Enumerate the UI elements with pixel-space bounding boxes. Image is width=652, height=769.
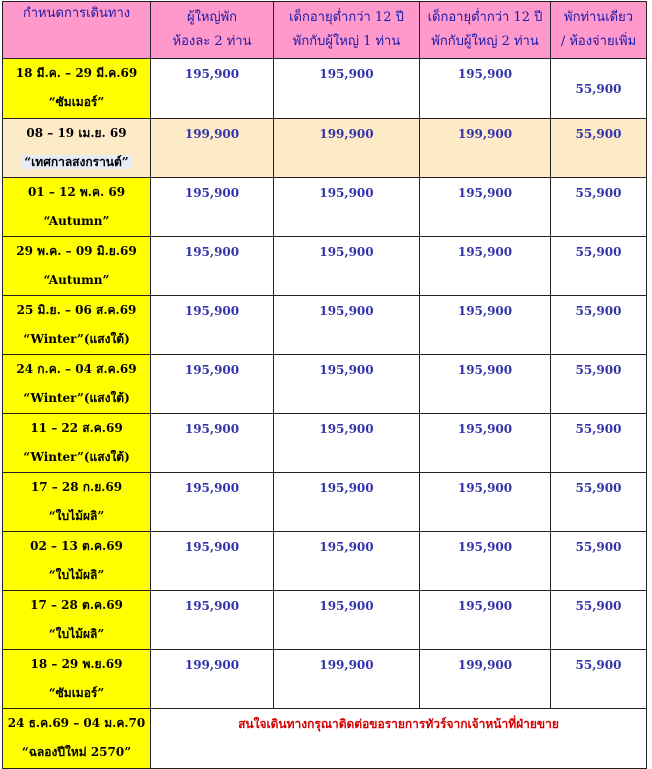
table-row-contact bbox=[3, 709, 647, 769]
single-supplement-price: 55,900 bbox=[551, 650, 647, 709]
travel-date-cell: 24 ธ.ค.69 – 04 ม.ค.70 “ฉลองปีใหม่ 2570” bbox=[3, 709, 151, 769]
adult-price: 195,900 bbox=[151, 414, 274, 473]
price-table-container bbox=[2, 1, 647, 769]
child-two-adults-price: 195,900 bbox=[420, 178, 551, 237]
child-two-adults-price: 199,900 bbox=[420, 119, 551, 178]
travel-date-cell: 02 – 13 ต.ค.69 “ใบไม้ผลิ” bbox=[3, 532, 151, 591]
child-two-adults-price: 195,900 bbox=[420, 355, 551, 414]
table-row bbox=[3, 473, 647, 532]
travel-date-cell: 17 – 28 ก.ย.69 “ใบไม้ผลิ” bbox=[3, 473, 151, 532]
table-row bbox=[3, 355, 647, 414]
adult-price: 199,900 bbox=[151, 119, 274, 178]
child-two-adults-price: 195,900 bbox=[420, 237, 551, 296]
child-one-adult-price: 199,900 bbox=[274, 650, 420, 709]
header-child-with-one-adult: เด็กอายุต่ำกว่า 12 ปี พักกับผู้ใหญ่ 1 ท่าน bbox=[274, 2, 420, 59]
single-supplement-price: 55,900 bbox=[551, 355, 647, 414]
header-single-supplement: พักท่านเดียว / ห้องจ่ายเพิ่ม bbox=[551, 2, 647, 59]
child-two-adults-price: 195,900 bbox=[420, 296, 551, 355]
travel-date-cell: 29 พ.ค. – 09 มิ.ย.69 “Autumn” bbox=[3, 237, 151, 296]
single-supplement-price: 55,900 bbox=[551, 119, 647, 178]
child-one-adult-price: 195,900 bbox=[274, 355, 420, 414]
table-row bbox=[3, 59, 647, 119]
travel-date-cell: 18 – 29 พ.ย.69 “ซัมเมอร์” bbox=[3, 650, 151, 709]
table-row bbox=[3, 296, 647, 355]
table-row bbox=[3, 591, 647, 650]
table-row bbox=[3, 178, 647, 237]
adult-price: 195,900 bbox=[151, 237, 274, 296]
adult-price: 195,900 bbox=[151, 59, 274, 119]
travel-date-cell: 17 – 28 ต.ค.69 “ใบไม้ผลิ” bbox=[3, 591, 151, 650]
adult-price: 199,900 bbox=[151, 650, 274, 709]
travel-date-cell: 11 – 22 ส.ค.69 “Winter”(แสงใต้) bbox=[3, 414, 151, 473]
child-one-adult-price: 199,900 bbox=[274, 119, 420, 178]
child-one-adult-price: 195,900 bbox=[274, 178, 420, 237]
travel-date-cell: 25 มิ.ย. – 06 ส.ค.69 “Winter”(แสงใต้) bbox=[3, 296, 151, 355]
single-supplement-price: 55,900 bbox=[551, 414, 647, 473]
travel-date-cell: 01 – 12 พ.ค. 69 “Autumn” bbox=[3, 178, 151, 237]
child-two-adults-price: 195,900 bbox=[420, 414, 551, 473]
child-one-adult-price: 195,900 bbox=[274, 59, 420, 119]
table-row bbox=[3, 237, 647, 296]
child-two-adults-price: 195,900 bbox=[420, 59, 551, 119]
travel-date-cell: 08 – 19 เม.ย. 69 “เทศกาลสงกรานต์” bbox=[3, 119, 151, 178]
header-child-with-two-adults: เด็กอายุต่ำกว่า 12 ปี พักกับผู้ใหญ่ 2 ท่าน bbox=[420, 2, 551, 59]
contact-sales-note: สนใจเดินทางกรุณาติดต่อขอรายการทัวร์จากเจ้าหน้าที่ฝ่ายขาย bbox=[151, 709, 647, 769]
single-supplement-price: 55,900 bbox=[551, 296, 647, 355]
table-row bbox=[3, 650, 647, 709]
child-two-adults-price: 195,900 bbox=[420, 532, 551, 591]
table-row bbox=[3, 532, 647, 591]
adult-price: 195,900 bbox=[151, 591, 274, 650]
child-one-adult-price: 195,900 bbox=[274, 591, 420, 650]
table-row bbox=[3, 414, 647, 473]
child-two-adults-price: 199,900 bbox=[420, 650, 551, 709]
child-one-adult-price: 195,900 bbox=[274, 473, 420, 532]
child-one-adult-price: 195,900 bbox=[274, 532, 420, 591]
header-travel-dates: กำหนดการเดินทาง bbox=[3, 2, 151, 59]
adult-price: 195,900 bbox=[151, 355, 274, 414]
child-two-adults-price: 195,900 bbox=[420, 591, 551, 650]
single-supplement-price: 55,900 bbox=[551, 178, 647, 237]
travel-date-cell: 18 มี.ค. – 29 มี.ค.69 “ซัมเมอร์” bbox=[3, 59, 151, 119]
child-one-adult-price: 195,900 bbox=[274, 237, 420, 296]
single-supplement-price: 55,900 bbox=[551, 591, 647, 650]
travel-date-cell: 24 ก.ค. – 04 ส.ค.69 “Winter”(แสงใต้) bbox=[3, 355, 151, 414]
single-supplement-price: 55,900 bbox=[551, 237, 647, 296]
single-supplement-price: 55,900 bbox=[551, 532, 647, 591]
adult-price: 195,900 bbox=[151, 532, 274, 591]
child-one-adult-price: 195,900 bbox=[274, 296, 420, 355]
single-supplement-price: 55,900 bbox=[551, 59, 647, 119]
adult-price: 195,900 bbox=[151, 296, 274, 355]
header-row bbox=[3, 2, 647, 59]
child-one-adult-price: 195,900 bbox=[274, 414, 420, 473]
price-table bbox=[2, 1, 647, 769]
table-row bbox=[3, 119, 647, 178]
header-adult-twin: ผู้ใหญ่พัก ห้องละ 2 ท่าน bbox=[151, 2, 274, 59]
adult-price: 195,900 bbox=[151, 473, 274, 532]
adult-price: 195,900 bbox=[151, 178, 274, 237]
single-supplement-price: 55,900 bbox=[551, 473, 647, 532]
child-two-adults-price: 195,900 bbox=[420, 473, 551, 532]
